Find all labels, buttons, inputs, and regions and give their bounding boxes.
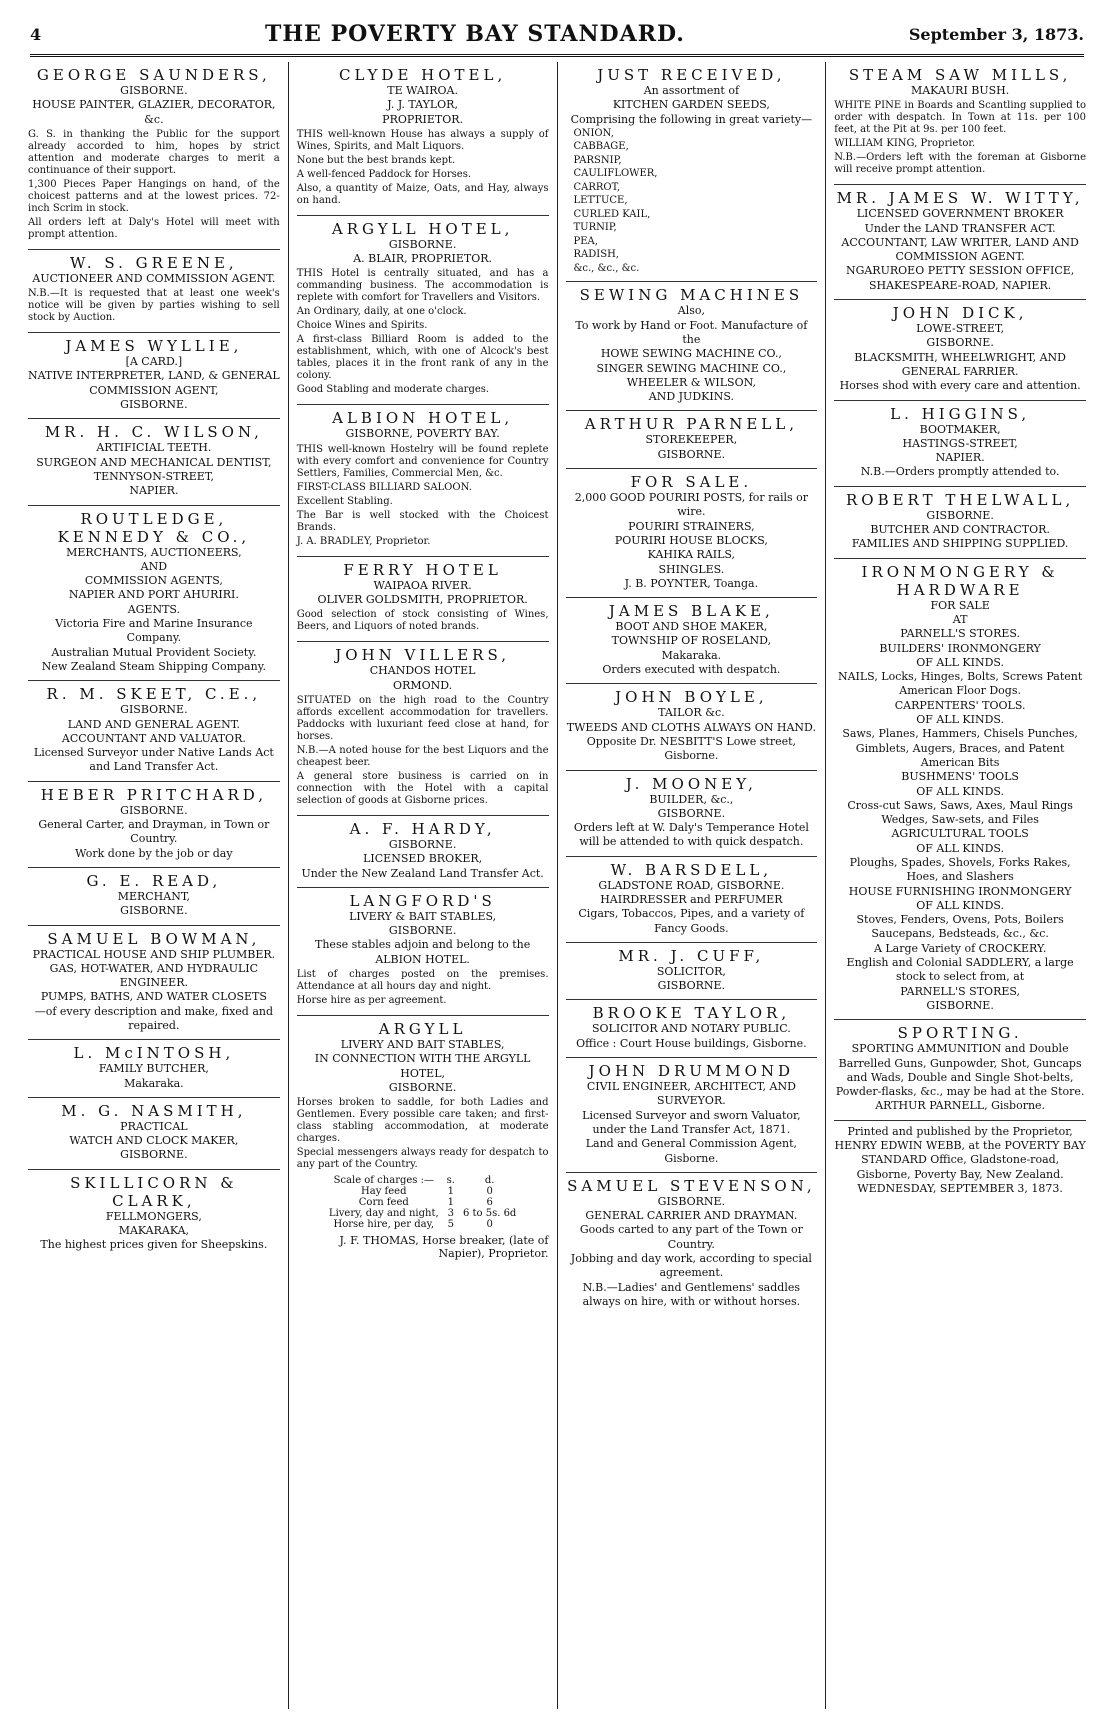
ad-list-item: CABBAGE,	[573, 141, 629, 153]
ad-line: Orders left at W. Daly's Temperance Hotel will be attended to with quick despatch.	[573, 821, 809, 849]
ad-line: WAIPAOA RIVER.	[373, 578, 472, 592]
ad-line: BUILDERS' IRONMONGERY	[879, 641, 1041, 655]
ad-paragraph: Good selection of stock consisting of Wines, Beers, and Liquors of noted brands.	[296, 609, 549, 633]
ad-heading: JOHN DICK,	[892, 304, 1028, 323]
ad-paragraph: Horse hire as per agreement.	[296, 995, 447, 1007]
advertisement	[834, 559, 1086, 1021]
ad-line: ORMOND.	[393, 678, 453, 692]
advertisement	[28, 250, 280, 333]
ad-line: SURGEON AND MECHANICAL DENTIST,	[36, 455, 272, 469]
ad-line: ALBION HOTEL.	[375, 952, 470, 966]
ad-line: MAKARAKA,	[118, 1224, 190, 1238]
ad-paragraph: FIRST-CLASS BILLIARD SALOON.	[296, 481, 472, 493]
ad-heading: ARGYLL	[378, 1020, 467, 1039]
advertisement	[834, 300, 1086, 400]
advertisement	[566, 943, 818, 1001]
ad-paragraph: N.B.—Orders left with the foreman at Gisborne will receive prompt attention.	[834, 152, 1086, 176]
ad-list-item: ONION,	[573, 127, 614, 139]
ad-line: LOWE-STREET,	[916, 322, 1005, 336]
ad-line: English and Colonial SADDLERY, a large stock to select from, at	[846, 956, 1074, 984]
advertisement	[28, 681, 280, 781]
ad-paragraph: Horses broken to saddle, for both Ladies and Gentlemen. Every possible care taken; and first-class stabling accommodation, at moderate charges.	[296, 1097, 549, 1145]
ad-line: HAIRDRESSER and PERFUMER	[600, 893, 783, 906]
ad-heading: JOHN VILLERS,	[335, 646, 510, 665]
charges-row	[325, 1219, 520, 1230]
ad-line: ACCOUNTANT AND VALUATOR.	[61, 731, 246, 745]
ad-line: Makaraka.	[124, 1076, 184, 1090]
ad-line: GISBORNE.	[926, 998, 994, 1012]
ad-line: PRACTICAL HOUSE AND SHIP PLUMBER.	[32, 947, 276, 961]
ad-paragraph: Choice Wines and Spirits.	[296, 320, 428, 332]
ad-line: GISBORNE.	[657, 1194, 726, 1208]
ad-line: Land and General Commission Agent, Gisborne.	[585, 1137, 798, 1165]
charges-table	[325, 1175, 520, 1230]
ad-line: BUSHMENS' TOOLS	[901, 770, 1019, 784]
ad-heading: M. G. NASMITH,	[61, 1101, 247, 1120]
ad-paragraph: Excellent Stabling.	[296, 495, 393, 507]
ad-heading: FERRY HOTEL	[343, 560, 502, 579]
ad-line: GISBORNE.	[120, 84, 188, 97]
ad-line: Saws, Planes, Hammers, Chisels Punches, Gimblets, Augers, Braces, and Patent American Bits	[842, 727, 1078, 769]
ad-heading: W. BARSDELL,	[610, 860, 773, 879]
ad-paragraph: WHITE PINE in Boards and Scantling supplied to order with despatch. In Town at 11s. per 100 feet, at the Pit at 9s. per 100 feet.	[834, 100, 1086, 136]
ad-line: GENERAL CARRIER AND DRAYMAN.	[585, 1209, 798, 1223]
ad-line: FELLMONGERS,	[105, 1209, 202, 1223]
ad-line: A. BLAIR, PROPRIETOR.	[353, 252, 493, 266]
ad-heading: ROBERT THELWALL,	[845, 490, 1075, 509]
ad-signature: J. F. THOMAS, Horse breaker, (late of Napier), Proprietor.	[339, 1234, 549, 1261]
ad-line: LIVERY & BAIT STABLES,	[349, 909, 497, 923]
ad-line: AT	[952, 612, 968, 626]
ad-heading: STEAM SAW MILLS,	[848, 66, 1072, 84]
ad-line: GISBORNE.	[120, 803, 188, 817]
ad-line: GISBORNE, POVERTY BAY.	[345, 427, 500, 441]
ad-line: PARNELL'S STORES,	[900, 984, 1021, 998]
ad-line: OF ALL KINDS.	[916, 841, 1005, 855]
ad-line: TE WAIROA.	[387, 84, 458, 97]
ad-heading: R. M. SKEET, C.E.,	[46, 685, 262, 704]
advertisement	[566, 62, 818, 282]
ad-line: NAPIER.	[129, 484, 179, 498]
ad-line: These stables adjoin and belong to the	[315, 938, 531, 952]
advertisement	[566, 1000, 818, 1058]
advertisement	[834, 62, 1086, 185]
ad-line: TOWNSHIP OF ROSELAND,	[611, 634, 772, 648]
ad-line: TAILOR &c.	[658, 706, 725, 720]
ad-paragraph: N.B.—It is requested that at least one week's notice will be given by parties wishing to sell stock by Auction.	[28, 288, 280, 324]
charges-row	[325, 1197, 520, 1208]
ad-line: OLIVER GOLDSMITH, PROPRIETOR.	[317, 593, 528, 607]
ad-line: AUCTIONEER AND COMMISSION AGENT.	[32, 271, 276, 285]
ad-heading: SAMUEL BOWMAN,	[47, 929, 261, 948]
ad-line: Opposite Dr. NESBITT'S Lowe street, Gisborne.	[586, 734, 797, 763]
ad-heading: JAMES BLAKE,	[608, 602, 774, 621]
ad-line: OF ALL KINDS.	[916, 713, 1005, 727]
columns	[20, 62, 1094, 1709]
ad-line: KAHIKA RAILS,	[647, 548, 736, 562]
ad-line: BOOT AND SHOE MAKER,	[615, 620, 768, 634]
ad-line: WHEELER & WILSON,	[626, 375, 757, 389]
ad-line: GISBORNE.	[388, 924, 457, 938]
ad-line: GISBORNE.	[120, 398, 188, 412]
advertisement	[297, 216, 549, 406]
ad-line: BLACKSMITH, WHEELWRIGHT, AND GENERAL FARRIER.	[854, 350, 1066, 378]
ad-paragraph: A well-fenced Paddock for Horses.	[296, 168, 472, 180]
ad-line: OF ALL KINDS.	[916, 655, 1005, 669]
ad-line: AND JUDKINS.	[648, 390, 734, 404]
ad-line: SOLICITOR,	[656, 964, 726, 978]
ad-line: Office : Court House buildings, Gisborne.	[576, 1036, 807, 1050]
ad-line: GISBORNE.	[926, 508, 994, 522]
ad-line: OF ALL KINDS.	[916, 898, 1005, 912]
ad-list-item: CURLED KAIL,	[573, 208, 651, 220]
ad-line: Jobbing and day work, according to special agreement.	[570, 1252, 812, 1280]
ad-line: POURIRI STRAINERS,	[628, 519, 755, 533]
ad-line: Horses shod with every care and attention.	[839, 379, 1081, 393]
ad-line: NAILS, Locks, Hinges, Bolts, Screws Patent American Floor Dogs.	[837, 670, 1083, 698]
ad-line: PRACTICAL	[120, 1119, 188, 1133]
ad-line: GAS, HOT-WATER, AND HYDRAULIC ENGINEER.	[49, 961, 259, 990]
ad-item-list	[566, 127, 818, 276]
ad-heading: CLYDE HOTEL,	[339, 66, 507, 84]
ad-list-item: CAULIFLOWER,	[573, 168, 658, 180]
charges-cell: s.	[446, 1175, 455, 1187]
ad-line: AGENTS.	[127, 602, 181, 616]
ad-line: GISBORNE.	[120, 1148, 188, 1162]
ad-line: SOLICITOR AND NOTARY PUBLIC.	[592, 1022, 791, 1036]
ad-line: STOREKEEPER,	[645, 433, 738, 447]
advertisement	[297, 557, 549, 643]
ad-line: ARTHUR PARNELL, Gisborne.	[875, 1099, 1046, 1113]
column-4	[826, 62, 1094, 1709]
ad-line: Stoves, Fenders, Ovens, Pots, Boilers Saucepans, Bedsteads, &c., &c.	[856, 913, 1064, 941]
ad-line: An assortment of	[643, 84, 740, 97]
ad-line: FOR SALE	[930, 598, 990, 612]
ad-line: LICENSED GOVERNMENT BROKER	[856, 207, 1064, 221]
advertisement	[297, 62, 549, 216]
ad-list-item: PEA,	[573, 235, 598, 247]
ad-line: PROPRIETOR.	[382, 112, 464, 126]
page-number: 4	[30, 24, 42, 44]
column-1	[20, 62, 289, 1709]
ad-heading: SPORTING.	[897, 1024, 1023, 1043]
charges-cell: Scale of charges :—	[333, 1175, 434, 1187]
ad-paragraph: THIS well-known House has always a supply of Wines, Spirits, and Malt Liquors.	[296, 128, 549, 152]
advertisement	[566, 282, 818, 411]
ad-heading: GEORGE SAUNDERS,	[36, 66, 271, 84]
ad-line: SHAKESPEARE-ROAD, NAPIER.	[868, 278, 1052, 292]
ad-heading: SKILLICORN & CLARK,	[70, 1173, 238, 1210]
ad-line: COMMISSION AGENTS,	[84, 574, 223, 588]
ad-list-item: &c., &c., &c.	[573, 262, 640, 274]
ad-line: FAMILIES AND SHIPPING SUPPLIED.	[851, 537, 1069, 551]
ad-heading: FOR SALE.	[630, 473, 753, 492]
ad-paragraph: Special messengers always ready for despatch to any part of the Country.	[296, 1147, 549, 1171]
ad-line: GLADSTONE ROAD, GISBORNE.	[598, 878, 785, 892]
ad-paragraph: G. S. in thanking the Public for the support already accorded to him, hopes by strict attention and moderate charges to merit a continuance of their support.	[28, 128, 280, 176]
advertisement	[566, 411, 818, 469]
ad-heading: J. MOONEY,	[625, 774, 757, 793]
ad-paragraph: The Bar is well stocked with the Choicest Brands.	[296, 509, 549, 533]
charges-cell: 3	[447, 1208, 454, 1220]
ad-line: GISBORNE.	[388, 837, 457, 851]
ad-line: Australian Mutual Provident Society.	[51, 645, 257, 659]
advertisement	[566, 771, 818, 857]
ad-line: [A CARD.]	[125, 355, 183, 369]
ad-line: GISBORNE.	[388, 237, 457, 251]
ad-line: Cigars, Tobaccos, Pipes, and a variety of Fancy Goods.	[578, 907, 805, 935]
advertisement	[566, 857, 818, 943]
advertisement	[28, 868, 280, 926]
ad-line: ARTIFICIAL TEETH.	[96, 441, 212, 455]
advertisement	[566, 1173, 818, 1315]
column-2	[289, 62, 558, 1709]
advertisement	[28, 419, 280, 505]
ad-line: Licensed Surveyor and sworn Valuator, under the Land Transfer Act, 1871.	[582, 1108, 801, 1136]
ad-line: N.B.—Orders promptly attended to.	[860, 465, 1060, 479]
ad-line: OF ALL KINDS.	[916, 784, 1005, 798]
ad-paragraph: Also, a quantity of Maize, Oats, and Hay, always on hand.	[296, 182, 549, 206]
ad-line: MAKAURI BUSH.	[910, 84, 1010, 97]
ad-heading: BROOKE TAYLOR,	[592, 1004, 791, 1023]
advertisement	[566, 469, 818, 598]
ad-line: LIVERY AND BAIT STABLES,	[340, 1038, 505, 1052]
ad-line: CARPENTERS' TOOLS.	[894, 698, 1026, 712]
ad-heading: MR. J. CUFF,	[618, 946, 765, 965]
ad-heading: JAMES WYLLIE,	[65, 337, 243, 356]
ad-line: NGARUROEO PETTY SESSION OFFICE,	[845, 264, 1075, 278]
ad-line: Comprising the following in great variety—	[570, 112, 813, 126]
ad-heading: ROUTLEDGE, KENNEDY & CO.,	[57, 509, 251, 546]
charges-row	[325, 1208, 520, 1219]
charges-cell: 6	[486, 1197, 493, 1209]
charges-row	[325, 1175, 520, 1186]
advertisement	[28, 926, 280, 1041]
ad-heading: W. S. GREENE,	[70, 253, 238, 272]
ad-list-item: RADISH,	[573, 249, 619, 261]
ad-line: HOWE SEWING MACHINE CO.,	[600, 347, 782, 361]
charges-cell: Corn feed	[358, 1197, 409, 1209]
ad-line: To work by Hand or Foot. Manufacture of the	[575, 318, 808, 346]
ad-line: POURIRI HOUSE BLOCKS,	[614, 533, 768, 547]
ad-line: GISBORNE.	[388, 1080, 457, 1094]
ad-line: The highest prices given for Sheepskins.	[40, 1238, 268, 1252]
ad-line: TWEEDS AND CLOTHS ALWAYS ON HAND.	[566, 720, 816, 734]
ad-heading: SEWING MACHINES	[579, 286, 804, 305]
ad-line: HOUSE PAINTER, GLAZIER, DECORATOR, &c.	[32, 98, 276, 126]
advertisement	[297, 405, 549, 556]
ad-heading: MR. H. C. WILSON,	[44, 423, 263, 442]
ad-line: MERCHANTS, AUCTIONEERS,	[66, 545, 242, 559]
charges-cell: Hay feed	[361, 1186, 407, 1198]
charges-cell: 1	[447, 1186, 454, 1198]
ad-line: NAPIER.	[935, 451, 985, 465]
ad-paragraph: All orders left at Daly's Hotel will meet with prompt attention.	[28, 216, 280, 240]
ad-line: IN CONNECTION WITH THE ARGYLL HOTEL,	[314, 1052, 531, 1080]
ad-line: SPORTING AMMUNITION and Double Barrelled Guns, Gunpowder, Shot, Guncaps and Wads, Double and Single Shot-belts, Powder-flasks, &c., may be had at the Store.	[835, 1042, 1085, 1099]
ad-line: BUILDER, &c.,	[649, 792, 734, 806]
ad-paragraph: An Ordinary, daily, at one o'clock.	[296, 306, 467, 318]
ad-paragraph: J. A. BRADLEY, Proprietor.	[296, 535, 431, 547]
ad-line: GISBORNE.	[120, 904, 188, 918]
ad-paragraph: A first-class Billiard Room is added to the establishment, which, with one of Alcock's best tables, places it in the front rank of any in the colony.	[296, 334, 549, 382]
advertisement	[297, 1016, 549, 1266]
ad-heading: G. E. READ,	[86, 871, 222, 890]
charges-cell: 0	[486, 1219, 493, 1231]
advertisement	[28, 62, 280, 250]
ad-list-item: CARROT,	[573, 181, 621, 193]
ad-line: GISBORNE.	[120, 703, 188, 717]
charges-cell: 1	[447, 1197, 454, 1209]
ad-line: CIVIL ENGINEER, ARCHITECT, AND SURVEYOR.	[586, 1080, 796, 1108]
ad-line: Licensed Surveyor under Native Lands Act and Land Transfer Act.	[33, 746, 274, 774]
ad-paragraph: WILLIAM KING, Proprietor.	[834, 138, 976, 150]
ad-paragraph: None but the best brands kept.	[296, 154, 456, 166]
ad-line: Orders executed with despatch.	[602, 663, 781, 677]
ad-line: GISBORNE.	[657, 447, 726, 461]
charges-cell: d.	[484, 1175, 495, 1187]
advertisement	[566, 598, 818, 684]
ad-line: Also,	[677, 304, 705, 318]
ad-paragraph: List of charges posted on the premises. Attendance at all hours day and night.	[296, 969, 549, 993]
ad-line: LAND AND GENERAL AGENT.	[67, 717, 240, 731]
ad-list-item: LETTUCE,	[573, 195, 628, 207]
ad-line: Under the New Zealand Land Transfer Act.	[301, 866, 544, 880]
ad-line: CHANDOS HOTEL	[369, 664, 476, 678]
charges-cell: 0	[486, 1186, 493, 1198]
ad-list-item: PARSNIP,	[573, 154, 622, 166]
ad-heading: LANGFORD'S	[349, 891, 496, 910]
ad-heading: HEBER PRITCHARD,	[40, 785, 268, 804]
ad-line: New Zealand Steam Shipping Company.	[41, 659, 266, 673]
advertisement	[28, 1098, 280, 1170]
ad-line: BUTCHER AND CONTRACTOR.	[870, 523, 1050, 537]
ad-line: Cross-cut Saws, Saws, Axes, Maul Rings Wedges, Saw-sets, and Files	[847, 798, 1073, 827]
advertisement	[834, 487, 1086, 559]
ad-line: Under the LAND TRANSFER ACT.	[864, 221, 1056, 235]
ad-paragraph: THIS Hotel is centrally situated, and has a commanding business. The accommodation is replete with comfort for Travellers and Visitors.	[296, 268, 549, 304]
ad-line: GISBORNE.	[657, 979, 726, 993]
advertisement	[28, 782, 280, 868]
ad-line: MERCHANT,	[117, 889, 191, 903]
column-3	[558, 62, 827, 1709]
advertisement	[566, 684, 818, 770]
advertisement	[28, 333, 280, 419]
advertisement	[297, 816, 549, 888]
ad-heading: JUST RECEIVED,	[597, 66, 786, 84]
ad-heading: L. HIGGINS,	[890, 404, 1031, 423]
charges-cell: 5	[447, 1219, 454, 1231]
ad-line: N.B.—Ladies' and Gentlemens' saddles always on hire, with or without horses.	[582, 1280, 801, 1308]
ad-line: Printed and published by the Proprietor, HENRY EDWIN WEBB, at the POVERTY BAY STANDARD Office, Gladstone-road, Gisborne, Poverty Bay, New Zealand.	[834, 1124, 1086, 1181]
ad-paragraph: THIS well-known Hostelry will be found replete with every comfort and convenience for Country Settlers, Families, Commercial Men, &c.	[296, 443, 549, 479]
ad-line: Makaraka.	[661, 648, 722, 662]
ad-line: Victoria Fire and Marine Insurance Company.	[55, 617, 253, 645]
advertisement	[28, 506, 280, 682]
masthead	[30, 14, 1084, 57]
ad-line: BOOTMAKER,	[919, 422, 1001, 436]
ad-line: GISBORNE.	[926, 336, 994, 350]
ad-line: AND	[140, 559, 168, 573]
issue-date: September 3, 1873.	[908, 24, 1084, 44]
ad-heading: ARTHUR PARNELL,	[584, 415, 798, 434]
ad-line: Goods carted to any part of the Town or Country.	[579, 1223, 803, 1251]
charges-cell: Livery, day and night,	[328, 1208, 439, 1220]
advertisement	[834, 185, 1086, 300]
ad-line: —of every description and make, fixed and repaired.	[34, 1004, 274, 1032]
ad-line: GISBORNE.	[657, 806, 726, 820]
charges-cell: 6 to 5s. 6d	[462, 1208, 517, 1220]
ad-paragraph: A general store business is carried on in connection with the Hotel with a capital selection of goods at Gisborne prices.	[296, 770, 549, 806]
ad-paragraph: Good Stabling and moderate charges.	[296, 384, 490, 396]
advertisement	[834, 401, 1086, 487]
ad-line: General Carter, and Drayman, in Town or Country.	[38, 818, 270, 846]
ad-line: HOUSE FURNISHING IRONMONGERY	[848, 884, 1072, 898]
ad-line: SHINGLES.	[658, 562, 725, 576]
ad-paragraph: 1,300 Pieces Paper Hangings on hand, of the choicest patterns and at the lowest prices. 72-inch Scrim in stock.	[28, 178, 280, 214]
ad-heading: SAMUEL STEVENSON,	[567, 1176, 816, 1195]
ad-line: HASTINGS-STREET,	[902, 436, 1018, 450]
ad-line: NAPIER AND PORT AHURIRI.	[68, 588, 239, 602]
advertisement	[566, 1058, 818, 1173]
ad-list-item: TURNIP,	[573, 222, 617, 234]
ad-line: J. B. POYNTER, Toanga.	[624, 576, 759, 590]
ad-line: SINGER SEWING MACHINE CO.,	[596, 361, 787, 375]
ad-heading: IRONMONGERY & HARDWARE	[861, 562, 1059, 599]
ad-line: WEDNESDAY, SEPTEMBER 3, 1873.	[857, 1181, 1063, 1195]
ad-line: TENNYSON-STREET,	[93, 469, 214, 483]
advertisement	[297, 642, 549, 816]
ad-heading: MR. JAMES W. WITTY,	[836, 189, 1084, 208]
ad-line: A Large Variety of CROCKERY.	[873, 941, 1047, 955]
ad-line: WATCH AND CLOCK MAKER,	[69, 1134, 239, 1148]
ad-paragraph: SITUATED on the high road to the Country affords excellent accommodation for travellers. Paddocks with luxuriant feed close at hand, for horses.	[296, 694, 549, 742]
ad-line: Ploughs, Spades, Shovels, Forks Rakes, Hoes, and Slashers	[849, 855, 1071, 884]
advertisement	[297, 888, 549, 1016]
ad-heading: A. F. HARDY,	[349, 819, 496, 838]
ad-paragraph: N.B.—A noted house for the best Liquors and the cheapest beer.	[296, 744, 549, 768]
ad-line: FAMILY BUTCHER,	[98, 1062, 209, 1076]
advertisement	[834, 1020, 1086, 1120]
ad-heading: ALBION HOTEL,	[332, 409, 514, 428]
ad-line: AGRICULTURAL TOOLS	[891, 827, 1029, 841]
ad-heading: JOHN BOYLE,	[615, 688, 768, 707]
ad-line: J. J. TAYLOR,	[387, 98, 458, 112]
ad-heading: L. McINTOSH,	[73, 1044, 235, 1063]
ad-line: LICENSED BROKER,	[363, 852, 483, 866]
advertisement	[834, 1121, 1086, 1202]
ad-line: Work done by the job or day	[75, 846, 233, 860]
ad-line: PARNELL'S STORES.	[900, 627, 1021, 641]
ad-heading: ARGYLL HOTEL,	[331, 219, 514, 238]
ad-line: 2,000 GOOD POURIRI POSTS, for rails or wire.	[574, 491, 809, 519]
ad-heading: JOHN DRUMMOND	[588, 1062, 795, 1081]
ad-line: PUMPS, BATHS, AND WATER CLOSETS	[40, 990, 267, 1004]
advertisement	[28, 1040, 280, 1098]
ad-line: NATIVE INTERPRETER, LAND, & GENERAL COMMISSION AGENT,	[28, 369, 280, 397]
charges-row	[325, 1186, 520, 1197]
ad-line: ACCOUNTANT, LAW WRITER, LAND AND COMMISSION AGENT.	[841, 235, 1079, 264]
charges-cell: Horse hire, per day,	[333, 1219, 435, 1231]
ad-line: KITCHEN GARDEN SEEDS,	[612, 98, 770, 112]
newspaper-title: THE POVERTY BAY STANDARD.	[265, 21, 685, 47]
advertisement	[28, 1170, 280, 1259]
